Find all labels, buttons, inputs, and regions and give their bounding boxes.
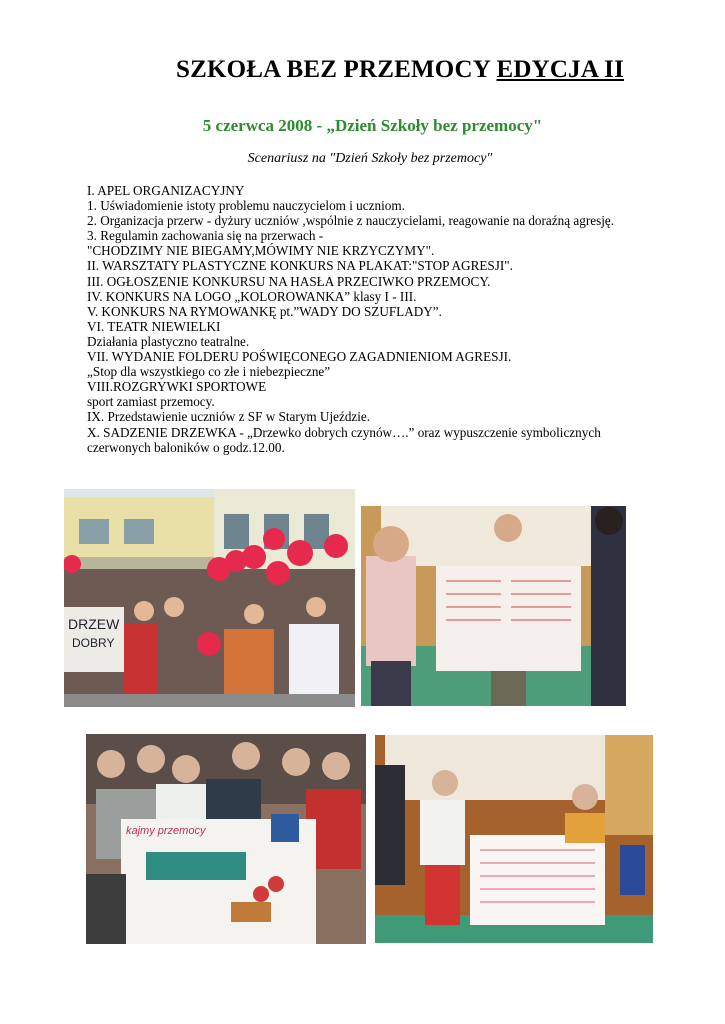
program-line: V. KONKURS NA RYMOWANKĘ pt.”WADY DO SZUFLADY”. — [87, 303, 442, 319]
program-line: X. SADZENIE DRZEWKA - „Drzewko dobrych czynów….” oraz wypuszczenie symbolicznych — [87, 424, 601, 440]
program-line: IX. Przedstawienie uczniów z SF w Starym Ujeździe. — [87, 409, 371, 425]
photo-children-holding-paper — [361, 506, 626, 706]
program-line: I. APEL ORGANIZACYJNY — [87, 183, 245, 198]
program-line: III. OGŁOSZENIE KONKURSU NA HASŁA PRZECIWKO PRZEMOCY. — [87, 273, 491, 289]
title-edition: EDYCJA II — [496, 56, 625, 83]
title-main: SZKOŁA BEZ PRZEMOCY — [175, 56, 491, 83]
program-line: Działania plastyczno teatralne. — [87, 333, 250, 349]
banner-text-2: DOBRY — [72, 636, 115, 650]
program-line: 2. Organizacja przerw - dyżury uczniów ,wspólnie z nauczycielami, reagowanie na doraźną agresję. — [87, 213, 615, 229]
program-line: czerwonych baloników o godz.12.00. — [87, 439, 285, 455]
program-line: „Stop dla wszystkiego co złe i niebezpieczne” — [87, 364, 331, 380]
program-line: VII. WYDANIE FOLDERU POŚWIĘCONEGO ZAGADNIENIOM AGRESJI. — [87, 349, 512, 365]
scenario-heading: Scenariusz na "Dzień Szkoły bez przemocy" — [247, 151, 493, 166]
program-line: IV. KONKURS NA LOGO „KOLOROWANKA” klasy I - III. — [87, 288, 417, 304]
program-line: "CHODZIMY NIE BIEGAMY,MÓWIMY NIE KRZYCZYMY". — [87, 243, 435, 259]
program-list — [87, 183, 677, 455]
program-line: VIII.ROZGRYWKI SPORTOWE — [87, 379, 267, 395]
banner-text: DRZEW — [68, 616, 120, 632]
photo-schoolyard-balloons — [64, 489, 355, 707]
program-line: 1. Uświadomienie istoty problemu nauczycielom i uczniom. — [87, 198, 405, 214]
poster-text: kajmy przemocy — [126, 825, 206, 837]
event-subtitle: 5 czerwca 2008 - „Dzień Szkoły bez przemocy" — [202, 116, 543, 135]
photo-children-poster — [86, 734, 366, 944]
program-line: sport zamiast przemocy. — [87, 394, 215, 410]
page-title — [0, 56, 725, 84]
program-line: II. WARSZTATY PLASTYCZNE KONKURS NA PLAKAT:"STOP AGRESJI". — [87, 258, 513, 274]
photo-girl-with-chart — [375, 735, 653, 943]
program-line: 3. Regulamin zachowania się na przerwach - — [87, 228, 324, 244]
program-line: VI. TEATR NIEWIELKI — [87, 318, 221, 334]
